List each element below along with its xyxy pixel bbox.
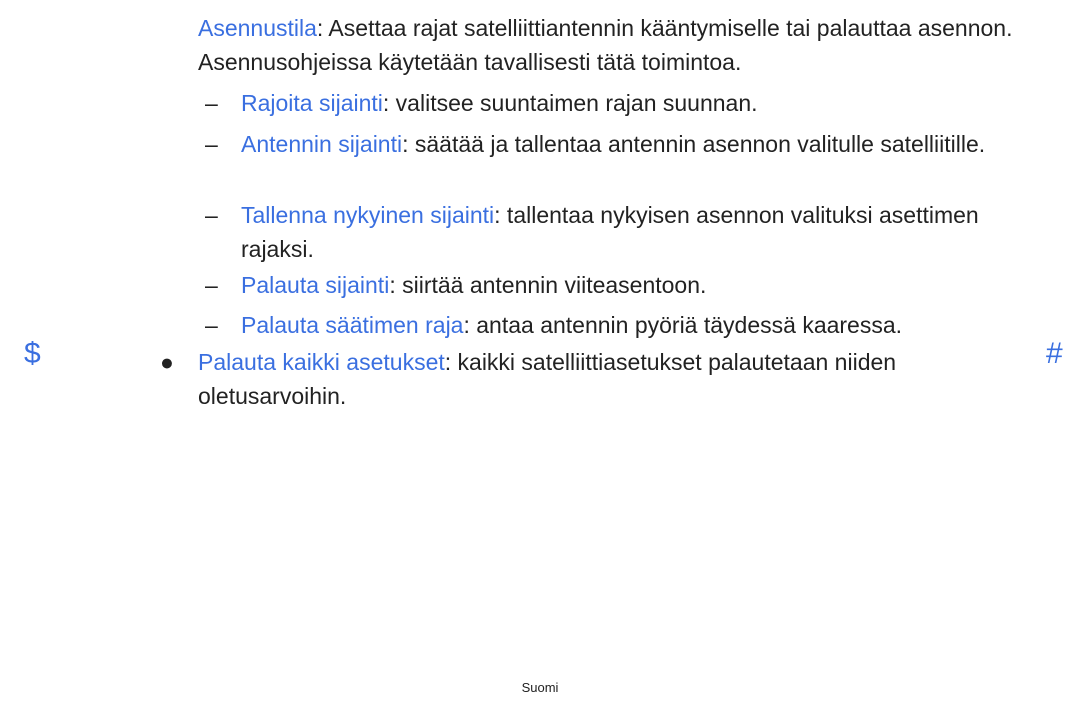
bullet-item-text: : kaikki satelliittiasetukset palautetaan niiden oletusarvoihin. (198, 349, 897, 409)
next-page-icon[interactable]: # (1046, 337, 1063, 370)
bullet-item-palauta-kaikki-asetukset (160, 345, 1000, 413)
dash-item-antennin-sijainti (205, 127, 995, 161)
dash-icon: – (205, 202, 218, 228)
dash-icon: – (205, 312, 218, 338)
dash-item-term: Rajoita sijainti (241, 90, 383, 116)
previous-page-icon[interactable]: $ (24, 337, 41, 370)
dash-item-tallenna-nykyinen-sijainti (205, 198, 995, 266)
bullet-icon: ● (160, 349, 174, 375)
dash-icon: – (205, 90, 218, 116)
dash-item-term: Antennin sijainti (241, 131, 403, 157)
dash-item-text: : siirtää antennin viiteasentoon. (389, 272, 707, 298)
dash-item-rajoita-sijainti (205, 86, 995, 120)
bullet-item-term: Palauta kaikki asetukset (198, 349, 445, 375)
dash-item-text: : tallentaa nykyisen asennon valituksi asettimen rajaksi. (241, 202, 979, 262)
intro-paragraph (198, 11, 1028, 79)
dash-item-palauta-sijainti (205, 268, 995, 302)
dash-icon: – (205, 272, 218, 298)
dash-item-text: : valitsee suuntaimen rajan suunnan. (382, 90, 758, 116)
intro-text: : Asettaa rajat satelliittiantennin kääntymiselle tai palauttaa asennon. Asennusohjeissa käytetään tavallisesti tätä toimintoa. (198, 15, 1013, 75)
footer-language: Suomi (521, 680, 559, 695)
dash-item-term: Tallenna nykyinen sijainti (241, 202, 495, 228)
dash-item-term: Palauta sijainti (241, 272, 390, 298)
dash-item-term: Palauta säätimen raja (241, 312, 464, 338)
dash-icon: – (205, 131, 218, 157)
dash-item-text: : antaa antennin pyöriä täydessä kaaressa. (463, 312, 903, 338)
dash-item-palauta-saatimen-raja (205, 308, 995, 342)
intro-term: Asennustila (198, 15, 317, 41)
dash-item-text: : säätää ja tallentaa antennin asennon valitulle satelliitille. (402, 131, 986, 157)
